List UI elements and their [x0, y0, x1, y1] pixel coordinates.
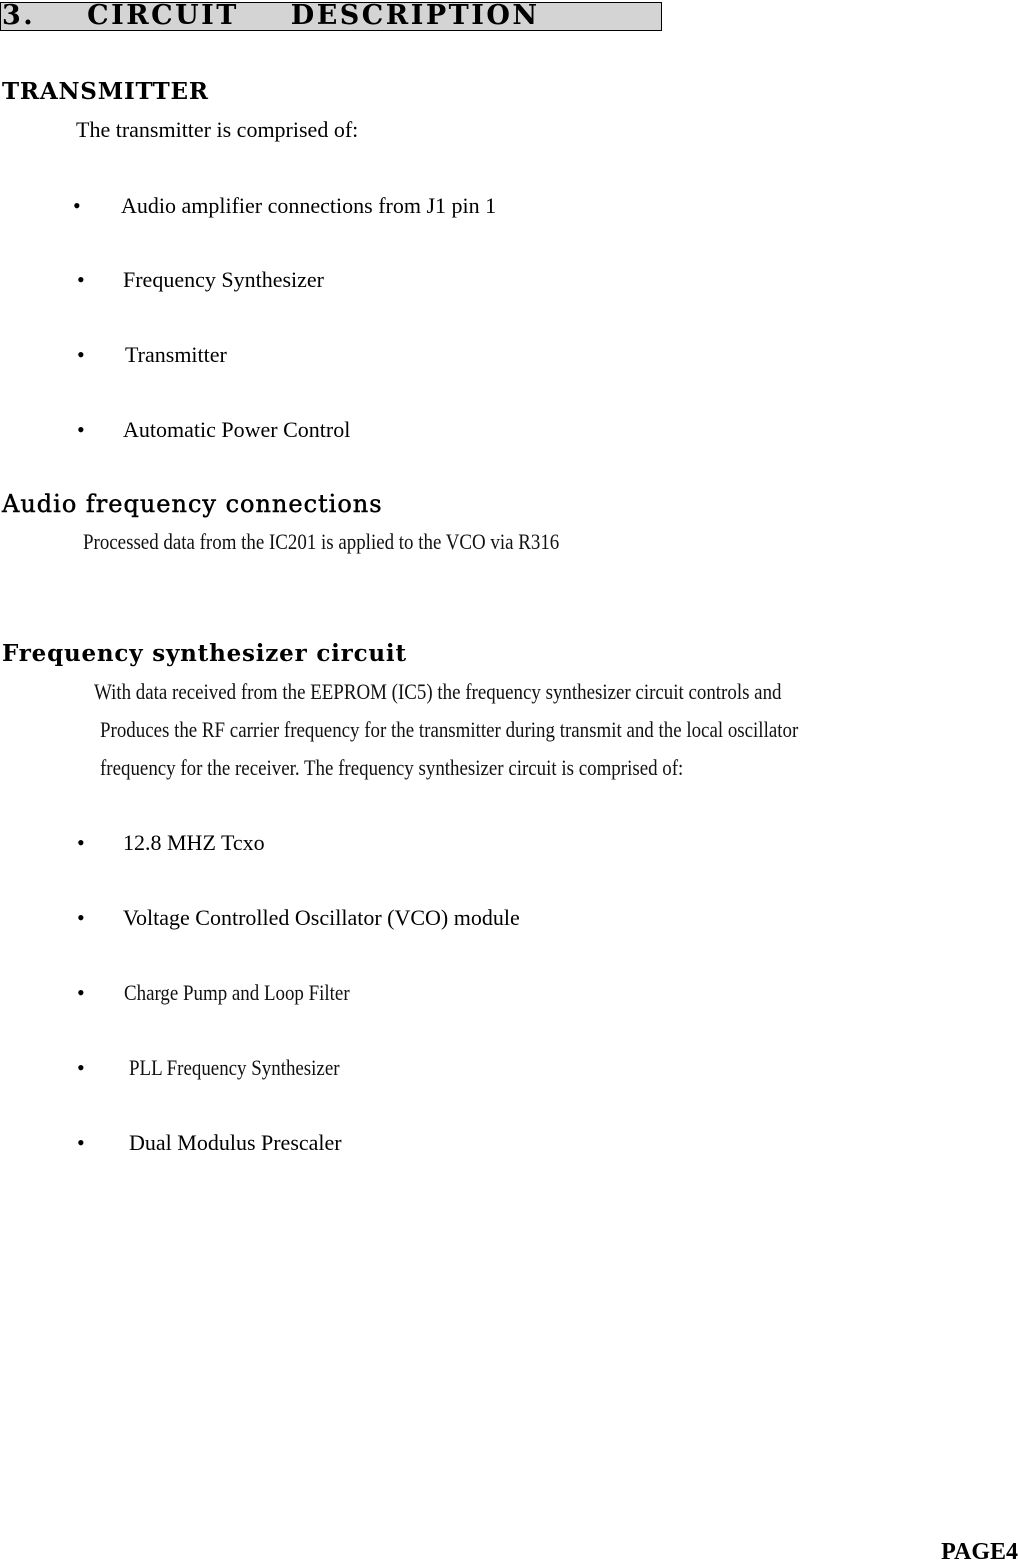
bullet-icon: • [77, 905, 85, 930]
synth-item-charge-pump: Charge Pump and Loop Filter [124, 980, 350, 1005]
transmitter-item-apc: Automatic Power Control [123, 417, 351, 442]
bullet-icon: • [77, 267, 85, 292]
transmitter-heading: TRANSMITTER [2, 78, 209, 105]
bullet-icon: • [73, 193, 81, 218]
bullet-icon: • [77, 417, 85, 442]
synth-line-1: With data received from the EEPROM (IC5) the frequency synthesizer circuit controls and [94, 679, 782, 704]
bullet-icon: • [77, 1130, 85, 1155]
synth-item-vco: Voltage Controlled Oscillator (VCO) module [123, 905, 520, 930]
synth-item-tcxo: 12.8 MHZ Tcxo [123, 830, 265, 855]
audio-heading: Audio frequency connections [2, 490, 383, 518]
synth-line-2: Produces the RF carrier frequency for the transmitter during transmit and the local oscillator [100, 717, 799, 742]
section-title: 3. CIRCUIT DESCRIPTION [2, 0, 540, 31]
synth-heading: Frequency synthesizer circuit [2, 640, 407, 667]
transmitter-item-transmitter: Transmitter [125, 342, 227, 367]
bullet-icon: • [77, 342, 85, 367]
transmitter-item-audio: Audio amplifier connections from J1 pin 1 [121, 193, 497, 218]
page-number: PAGE4 [941, 1539, 1018, 1565]
bullet-icon: • [77, 830, 85, 855]
transmitter-intro: The transmitter is comprised of: [76, 117, 359, 142]
bullet-icon: • [77, 980, 85, 1005]
bullet-icon: • [77, 1055, 85, 1080]
synth-item-pll: PLL Frequency Synthesizer [129, 1055, 340, 1080]
audio-text: Processed data from the IC201 is applied to the VCO via R316 [83, 529, 560, 554]
transmitter-item-synth: Frequency Synthesizer [123, 267, 324, 292]
synth-item-prescaler: Dual Modulus Prescaler [129, 1130, 342, 1155]
synth-line-3: frequency for the receiver. The frequency synthesizer circuit is comprised of: [100, 755, 684, 780]
